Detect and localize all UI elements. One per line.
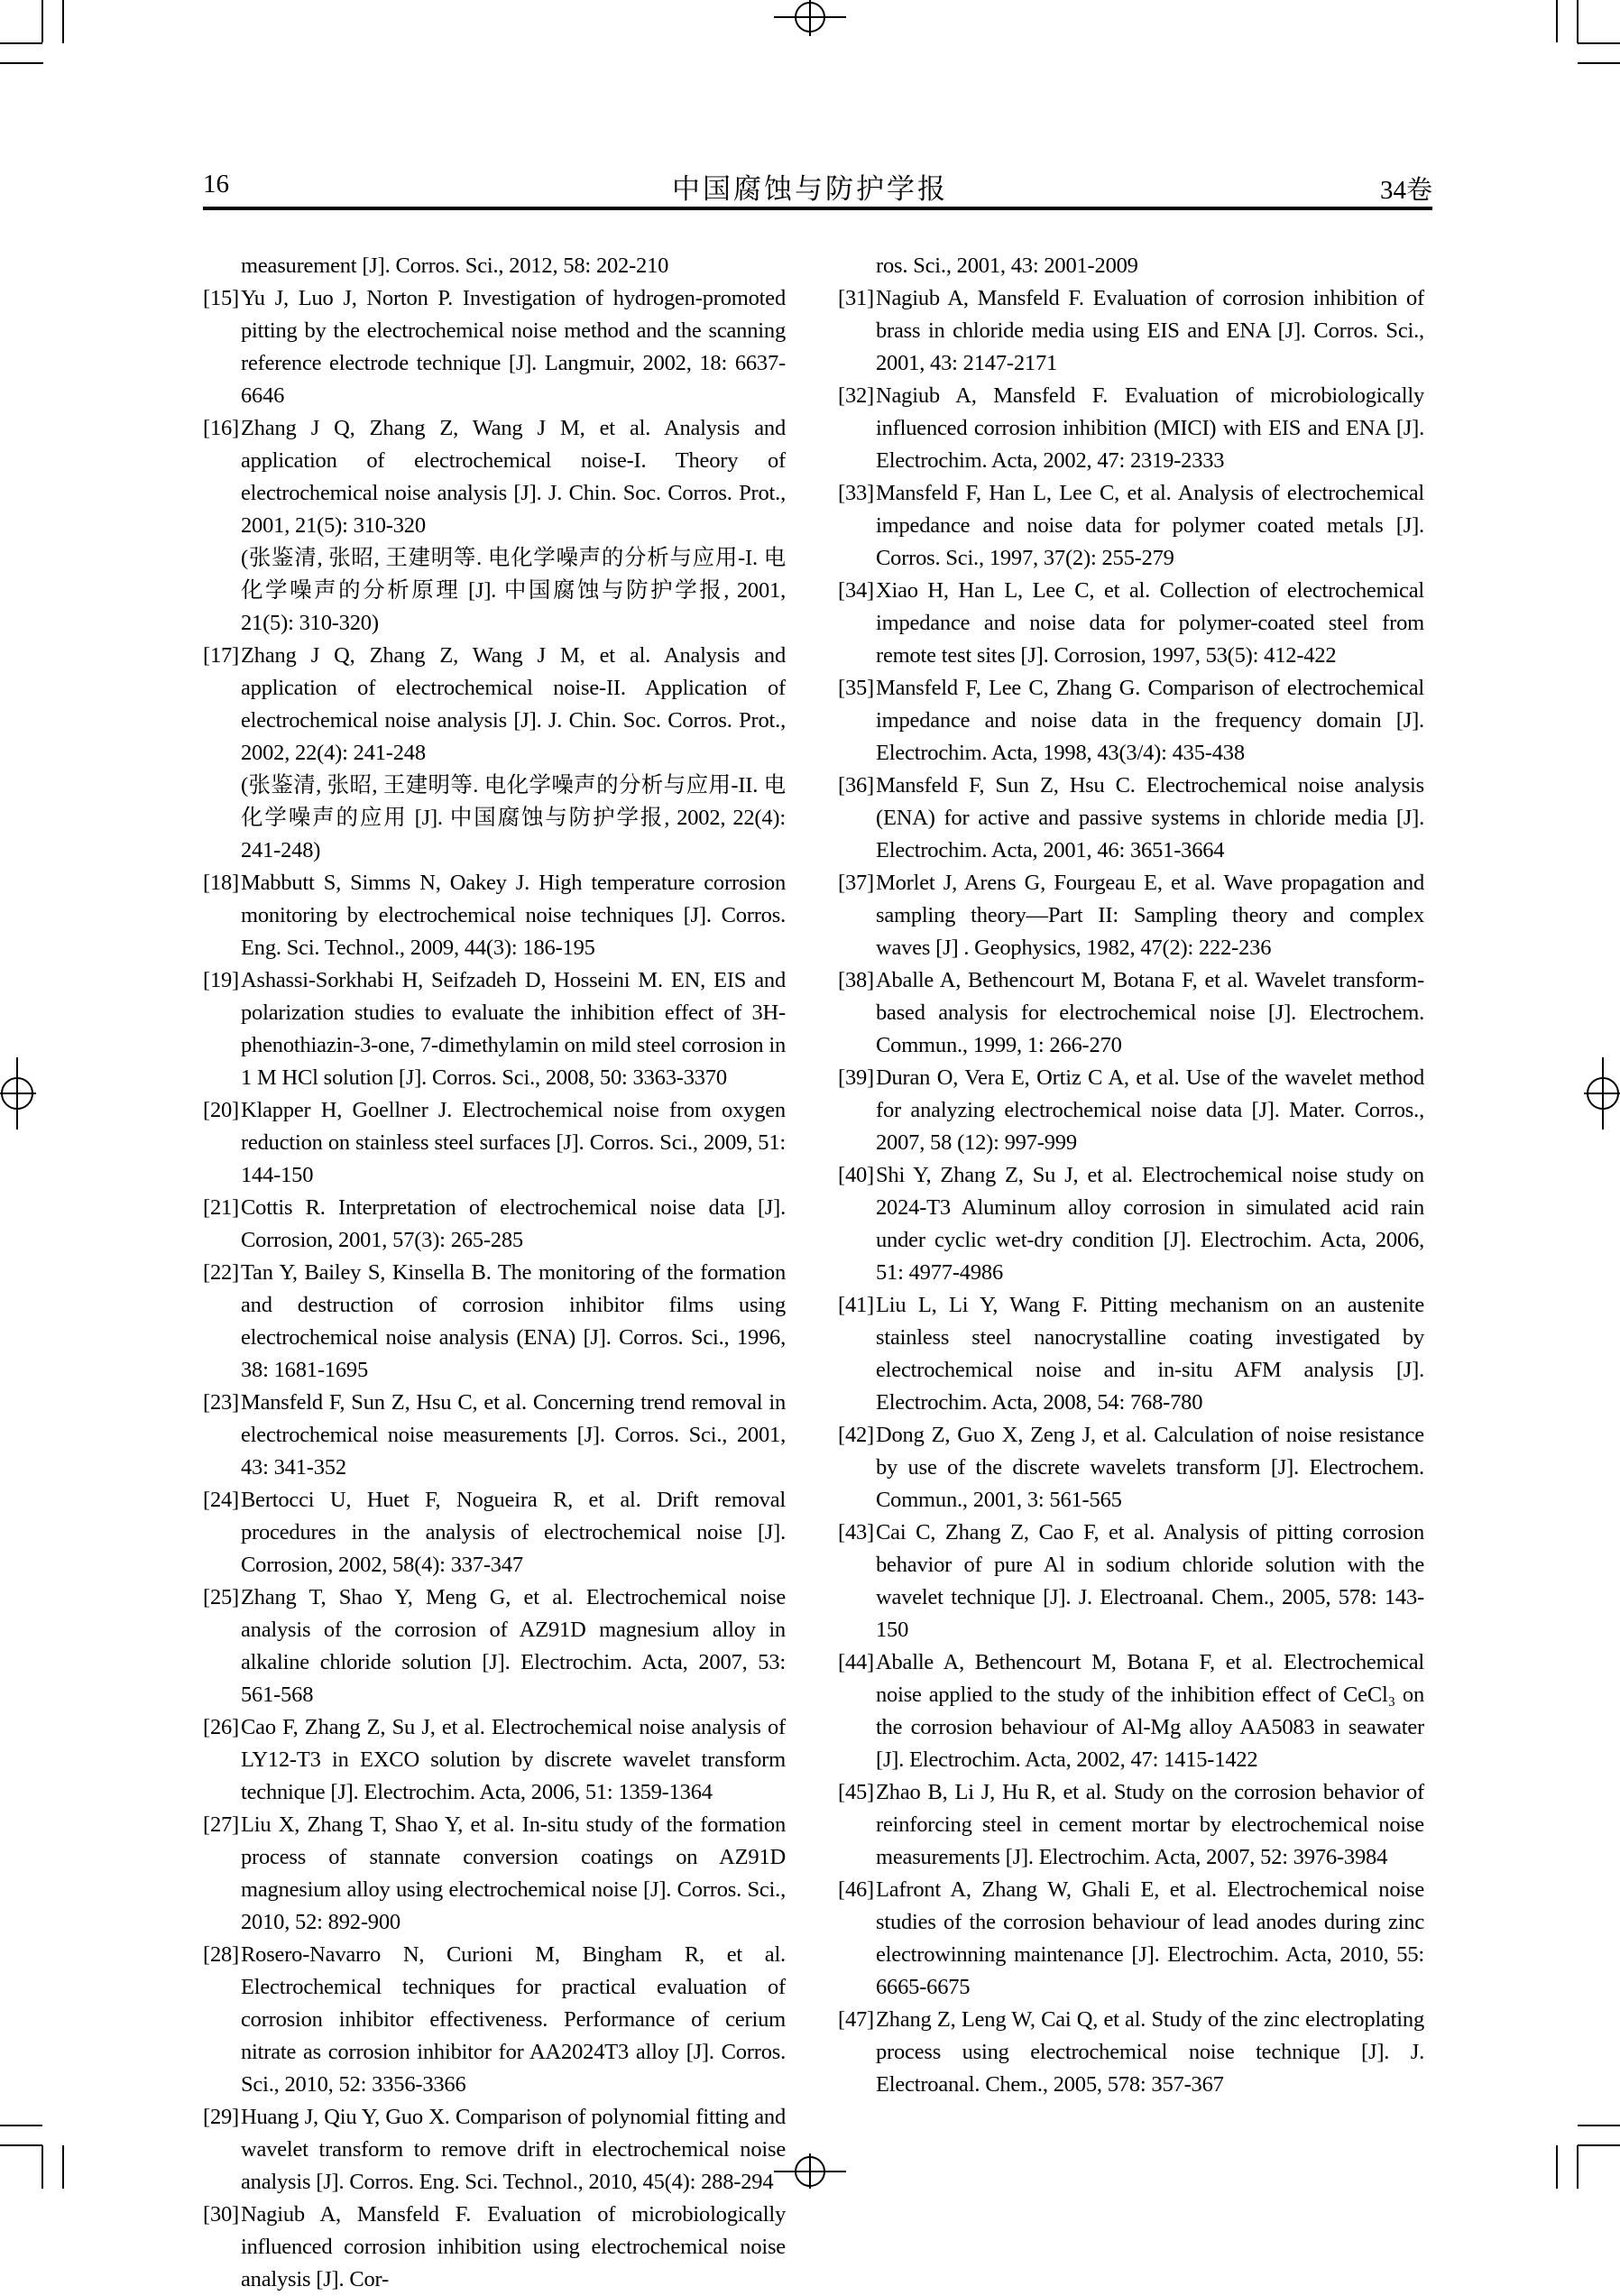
reference-entry <box>838 477 1424 575</box>
reference-label: [40] <box>838 1163 875 1187</box>
reference-entry <box>838 282 1424 380</box>
reference-label: [22] <box>203 1260 240 1285</box>
trim-mark-bottom-left <box>0 2125 63 2189</box>
reference-label: [42] <box>838 1423 875 1447</box>
reference-label: [26] <box>203 1715 240 1739</box>
reference-label: [37] <box>838 871 875 895</box>
reference-entry <box>203 1094 786 1192</box>
reference-label: [38] <box>838 968 875 992</box>
reference-label: [15] <box>203 286 240 310</box>
registration-mark-right-middle <box>1584 1057 1620 1130</box>
reference-entry <box>203 282 786 412</box>
reference-text: Cao F, Zhang Z, Su J, et al. Electrochemical noise analysis of LY12-T3 in EXCO solution by discrete wavelet transform technique [J]. Electrochim. Acta, 2006, 51: 1359-1364 <box>241 1715 786 1804</box>
reference-text: Zhang J Q, Zhang Z, Wang J M, et al. Analysis and application of electrochemical noise-II. Application of electrochemical noise analysis [J]. J. Chin. Soc. Corros. Prot., 2002, 22(4): 241-248 <box>241 643 786 765</box>
reference-entry <box>203 1257 786 1387</box>
reference-entry <box>838 770 1424 867</box>
reference-text: Mansfeld F, Sun Z, Hsu C. Electrochemical noise analysis (ENA) for active and passive systems in chloride media [J]. Electrochim. Acta, 2001, 46: 3651-3664 <box>876 773 1424 862</box>
reference-label: [36] <box>838 773 875 798</box>
reference-text: Xiao H, Han L, Lee C, et al. Collection of electrochemical impedance and noise data for polymer-coated steel from remote test sites [J]. Corrosion, 1997, 53(5): 412-422 <box>876 578 1424 668</box>
reference-entry <box>203 964 786 1094</box>
reference-label: [17] <box>203 643 240 668</box>
registration-mark-left-middle <box>0 1057 36 1130</box>
reference-entry <box>838 1874 1424 2004</box>
trim-mark-bottom-right <box>1557 2125 1620 2189</box>
reference-entry <box>203 1387 786 1484</box>
reference-entry <box>203 1711 786 1809</box>
journal-title: 中国腐蚀与防护学报 <box>672 173 948 205</box>
reference-entry <box>838 1517 1424 1646</box>
reference-entry <box>838 1062 1424 1159</box>
reference-column-left <box>203 250 786 2296</box>
reference-label: [29] <box>203 2105 240 2129</box>
reference-text: Zhao B, Li J, Hu R, et al. Study on the corrosion behavior of reinforcing steel in cement mortar by electrochemical noise measurements [J]. Electrochim. Acta, 2007, 52: 3976-3984 <box>876 1780 1424 1869</box>
reference-entry <box>838 964 1424 1062</box>
reference-text: Bertocci U, Huet F, Nogueira R, et al. Drift removal procedures in the analysis of electrochemical noise [J]. Corrosion, 2002, 58(4): 337-347 <box>241 1488 786 1577</box>
reference-entry <box>838 575 1424 672</box>
reference-entry <box>203 412 786 640</box>
reference-label: [19] <box>203 968 240 992</box>
reference-label: [30] <box>203 2202 240 2227</box>
reference-text: Duran O, Vera E, Ortiz C A, et al. Use of the wavelet method for analyzing electrochemical noise data [J]. Mater. Corros., 2007, 58 (12): 997-999 <box>876 1065 1424 1155</box>
reference-entry <box>838 250 1424 282</box>
reference-text: Mansfeld F, Han L, Lee C, et al. Analysis of electrochemical impedance and noise data for polymer coated metals [J]. Corros. Sci., 1997, 37(2): 255-279 <box>876 481 1424 570</box>
reference-label: [28] <box>203 1942 240 1967</box>
reference-text: Zhang J Q, Zhang Z, Wang J M, et al. Analysis and application of electrochemical noise-I. Theory of electrochemical noise analysis [J]. J. Chin. Soc. Corros. Prot., 2001, 21(5): 310-320 <box>241 416 786 538</box>
reference-entry <box>838 1776 1424 1874</box>
reference-label: [44] <box>838 1650 875 1674</box>
reference-label: [24] <box>203 1488 240 1512</box>
reference-label: [43] <box>838 1520 875 1544</box>
reference-text: Liu L, Li Y, Wang F. Pitting mechanism on an austenite stainless steel nanocrystalline coating investigated by electrochemical noise and in-situ AFM analysis [J]. Electrochim. Acta, 2008, 54: 768-780 <box>876 1293 1424 1415</box>
reference-entry <box>838 672 1424 770</box>
registration-mark-top-center <box>774 0 846 36</box>
reference-text: Mabbutt S, Simms N, Oakey J. High temperature corrosion monitoring by electrochemical noise techniques [J]. Corros. Eng. Sci. Technol., 2009, 44(3): 186-195 <box>241 871 786 960</box>
reference-entry <box>203 1809 786 1939</box>
reference-text: Rosero-Navarro N, Curioni M, Bingham R, et al. Electrochemical techniques for practical evaluation of corrosion inhibitor effectiveness. Performance of cerium nitrate as corrosion inhibitor for AA2024T3 alloy [J]. Corros. Sci., 2010, 52: 3356-3366 <box>241 1942 786 2097</box>
reference-text: Shi Y, Zhang Z, Su J, et al. Electrochemical noise study on 2024-T3 Aluminum alloy corrosion in simulated acid rain under cyclic wet-dry condition [J]. Electrochim. Acta, 2006, 51: 4977-4986 <box>876 1163 1424 1285</box>
reference-label: [47] <box>838 2007 875 2032</box>
reference-entry <box>838 1419 1424 1517</box>
reference-text: Nagiub A, Mansfeld F. Evaluation of microbiologically influenced corrosion inhibition using electrochemical noise analysis [J]. Cor- <box>241 2202 786 2291</box>
reference-label: [20] <box>203 1098 240 1122</box>
reference-text: Huang J, Qiu Y, Guo X. Comparison of polynomial fitting and wavelet transform to remove drift in electrochemical noise analysis [J]. Corros. Eng. Sci. Technol., 2010, 45(4): 288-294 <box>241 2105 786 2194</box>
reference-text-chinese: (张鉴清, 张昭, 王建明等. 电化学噪声的分析与应用-I. 电化学噪声的分析原理 [J]. 中国腐蚀与防护学报, 2001, 21(5): 310-320) <box>241 546 786 635</box>
reference-label: [41] <box>838 1293 875 1317</box>
reference-label: [27] <box>203 1812 240 1837</box>
reference-entry <box>203 1939 786 2101</box>
reference-entry <box>203 2199 786 2296</box>
header-rule <box>203 207 1432 210</box>
page-number: 16 <box>203 170 229 198</box>
reference-label: [18] <box>203 871 240 895</box>
reference-text-chinese: (张鉴清, 张昭, 王建明等. 电化学噪声的分析与应用-II. 电化学噪声的应用 [J]. 中国腐蚀与防护学报, 2002, 22(4): 241-248) <box>241 773 786 862</box>
trim-mark-top-left <box>0 0 63 63</box>
reference-entry <box>838 380 1424 477</box>
reference-text: Cottis R. Interpretation of electrochemical noise data [J]. Corrosion, 2001, 57(3): 265-285 <box>241 1195 786 1252</box>
reference-label: [16] <box>203 416 240 440</box>
reference-text: Yu J, Luo J, Norton P. Investigation of hydrogen-promoted pitting by the electrochemical noise method and the scanning reference electrode technique [J]. Langmuir, 2002, 18: 6637-6646 <box>241 286 786 408</box>
reference-label: [23] <box>203 1390 240 1415</box>
reference-text: Morlet J, Arens G, Fourgeau E, et al. Wave propagation and sampling theory—Part II: Sampling theory and complex waves [J] . Geophysics, 1982, 47(2): 222-236 <box>876 871 1424 960</box>
reference-label: [21] <box>203 1195 240 1220</box>
reference-entry <box>203 640 786 867</box>
reference-label: [31] <box>838 286 875 310</box>
reference-text: Liu X, Zhang T, Shao Y, et al. In-situ study of the formation process of stannate conversion coatings on AZ91D magnesium alloy using electrochemical noise [J]. Corros. Sci., 2010, 52: 892-900 <box>241 1812 786 1934</box>
reference-text: Klapper H, Goellner J. Electrochemical noise from oxygen reduction on stainless steel surfaces [J]. Corros. Sci., 2009, 51: 144-150 <box>241 1098 786 1187</box>
reference-text: Mansfeld F, Sun Z, Hsu C, et al. Concerning trend removal in electrochemical noise measurements [J]. Corros. Sci., 2001, 43: 341-352 <box>241 1390 786 1480</box>
reference-label: [32] <box>838 383 875 408</box>
reference-entry <box>838 867 1424 964</box>
reference-text: Zhang Z, Leng W, Cai Q, et al. Study of the zinc electroplating process using electrochemical noise technique [J]. J. Electroanal. Chem., 2005, 578: 357-367 <box>876 2007 1424 2097</box>
reference-text: Dong Z, Guo X, Zeng J, et al. Calculation of noise resistance by use of the discrete wavelets transform [J]. Electrochem. Commun., 2001, 3: 561-565 <box>876 1423 1424 1512</box>
reference-label: [39] <box>838 1065 875 1090</box>
reference-label: [35] <box>838 676 875 700</box>
trim-mark-top-right <box>1557 0 1620 63</box>
reference-text: ros. Sci., 2001, 43: 2001-2009 <box>876 254 1138 278</box>
reference-text: Nagiub A, Mansfeld F. Evaluation of microbiologically influenced corrosion inhibition (MICI) with EIS and ENA [J]. Electrochim. Acta, 2002, 47: 2319-2333 <box>876 383 1424 473</box>
reference-label: [46] <box>838 1877 875 1902</box>
reference-text: Nagiub A, Mansfeld F. Evaluation of corrosion inhibition of brass in chloride media using EIS and ENA [J]. Corros. Sci., 2001, 43: 2147-2171 <box>876 286 1424 375</box>
reference-text: measurement [J]. Corros. Sci., 2012, 58: 202-210 <box>241 254 669 278</box>
volume-label: 34卷 <box>1379 176 1432 205</box>
reference-entry <box>838 1289 1424 1419</box>
reference-entry <box>203 250 786 282</box>
reference-text: Ashassi-Sorkhabi H, Seifzadeh D, Hosseini M. EN, EIS and polarization studies to evaluate the inhibition effect of 3H-phenothiazin-3-one, 7-dimethylamin on mild steel corrosion in 1 M HCl solution [J]. Corros. Sci., 2008, 50: 3363-3370 <box>241 968 786 1090</box>
reference-label: [33] <box>838 481 875 505</box>
reference-column-right <box>838 250 1424 2101</box>
reference-label: [25] <box>203 1585 240 1609</box>
reference-entry <box>838 2004 1424 2101</box>
reference-text: Aballe A, Bethencourt M, Botana F, et al. Wavelet transform-based analysis for electrochemical noise [J]. Electrochem. Commun., 1999, 1: 266-270 <box>876 968 1424 1057</box>
reference-text: Zhang T, Shao Y, Meng G, et al. Electrochemical noise analysis of the corrosion of AZ91D magnesium alloy in alkaline chloride solution [J]. Electrochim. Acta, 2007, 53: 561-568 <box>241 1585 786 1707</box>
reference-entry <box>203 867 786 964</box>
reference-text: Tan Y, Bailey S, Kinsella B. The monitoring of the formation and destruction of corrosion inhibitor films using electrochemical noise analysis (ENA) [J]. Corros. Sci., 1996, 38: 1681-1695 <box>241 1260 786 1382</box>
reference-entry <box>203 1192 786 1257</box>
reference-entry <box>838 1159 1424 1289</box>
reference-label: [34] <box>838 578 875 603</box>
reference-label: [45] <box>838 1780 875 1804</box>
reference-text: Cai C, Zhang Z, Cao F, et al. Analysis of pitting corrosion behavior of pure Al in sodium chloride solution with the wavelet technique [J]. J. Electroanal. Chem., 2005, 578: 143-150 <box>876 1520 1424 1642</box>
reference-text: Lafront A, Zhang W, Ghali E, et al. Electrochemical noise studies of the corrosion behaviour of lead anodes during zinc electrowinning maintenance [J]. Electrochim. Acta, 2010, 55: 6665-6675 <box>876 1877 1424 1999</box>
reference-text: Mansfeld F, Lee C, Zhang G. Comparison of electrochemical impedance and noise data in the frequency domain [J]. Electrochim. Acta, 1998, 43(3/4): 435-438 <box>876 676 1424 765</box>
reference-entry <box>838 1646 1424 1776</box>
reference-text: Aballe A, Bethencourt M, Botana F, et al. Electrochemical noise applied to the study of the inhibition effect of CeCl₃ on the corrosion behaviour of Al-Mg alloy AA5083 in seawater [J]. Electrochim. Acta, 2002, 47: 1415-1422 <box>876 1650 1424 1772</box>
reference-entry <box>203 1484 786 1581</box>
reference-entry <box>203 2101 786 2199</box>
reference-entry <box>203 1581 786 1711</box>
